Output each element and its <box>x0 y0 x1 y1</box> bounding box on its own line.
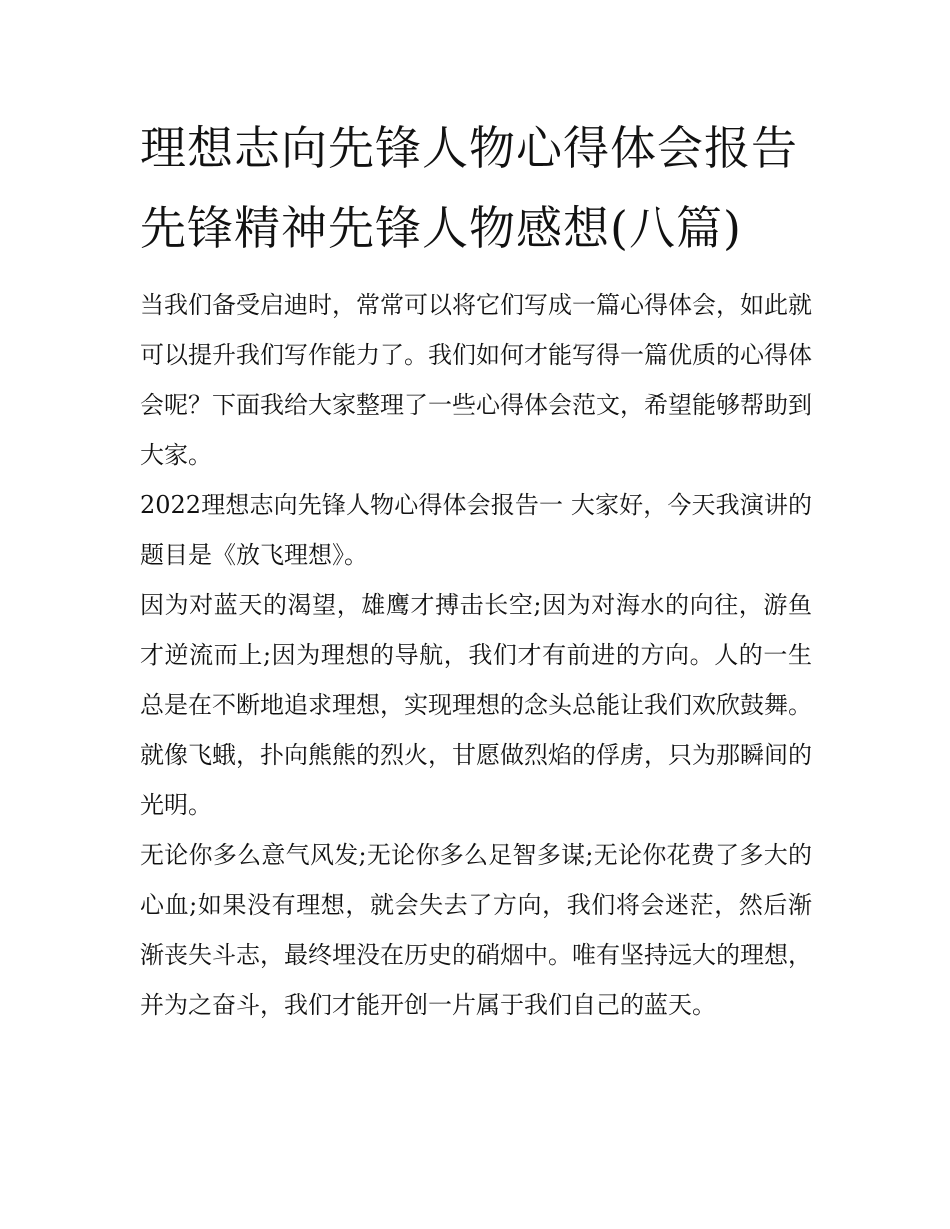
document-title: 理想志向先锋人物心得体会报告 先锋精神先锋人物感想(八篇) <box>140 121 798 255</box>
body-paragraph: 无论你多么意气风发;无论你多么足智多谋;无论你花费了多大的心血;如果没有理想，就会失去了方向，我们将会迷茫，然后渐渐丧失斗志，最终埋没在历史的硝烟中。唯有坚持远大的理想，并为之奋斗，我们才能开创一片属于我们自己的蓝天。 <box>140 841 812 1019</box>
body-paragraph: 因为对蓝天的渴望，雄鹰才搏击长空;因为对海水的向往，游鱼才逆流而上;因为理想的导航，我们才有前进的方向。人的一生总是在不断地追求理想，实现理想的念头总能让我们欢欣鼓舞。就像飞蛾，扑向熊熊的烈火，甘愿做烈焰的俘虏，只为那瞬间的光明。 <box>140 591 812 819</box>
intro-paragraph: 当我们备受启迪时，常常可以将它们写成一篇心得体会，如此就可以提升我们写作能力了。我们如何才能写得一篇优质的心得体会呢？下面我给大家整理了一些心得体会范文，希望能够帮助到大家。 <box>140 291 812 469</box>
report-heading-paragraph: 2022理想志向先锋人物心得体会报告一 大家好，今天我演讲的题目是《放飞理想》。 <box>140 491 812 569</box>
document-page <box>140 108 820 1030</box>
